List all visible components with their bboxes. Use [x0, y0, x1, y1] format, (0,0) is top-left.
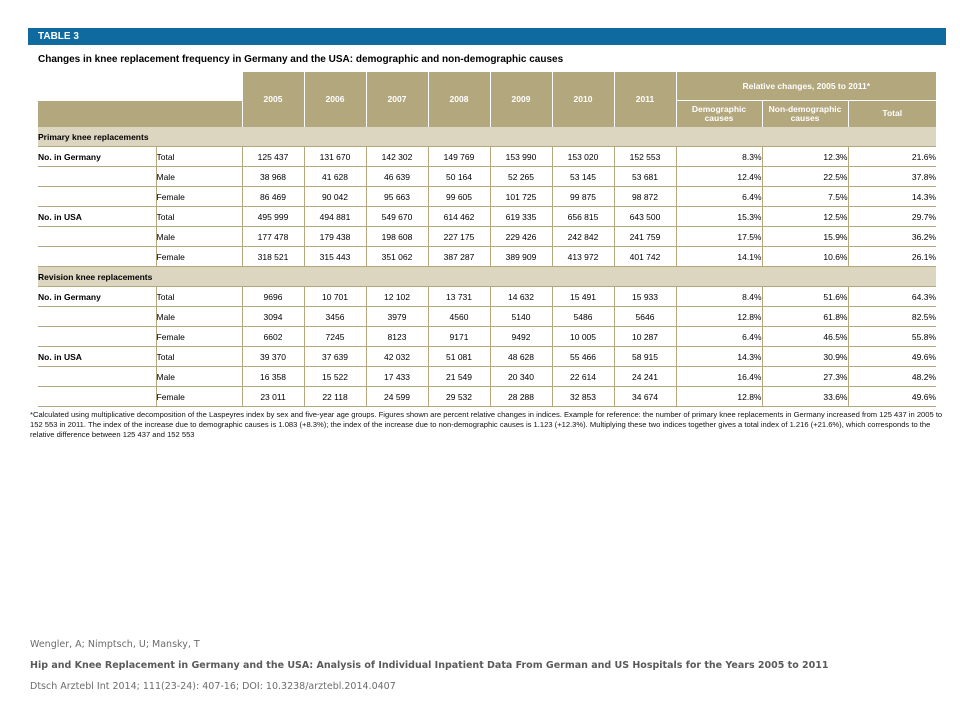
relative-change-cell: 6.4%: [676, 327, 762, 347]
relative-change-cell: 14.3%: [676, 347, 762, 367]
relative-change-cell: 15.3%: [676, 207, 762, 227]
value-cell: 37 639: [304, 347, 366, 367]
value-cell: 14 632: [490, 287, 552, 307]
table-row: [38, 347, 936, 367]
value-cell: 318 521: [242, 247, 304, 267]
value-cell: 5646: [614, 307, 676, 327]
table-row: [38, 207, 936, 227]
relative-change-cell: 48.2%: [848, 367, 936, 387]
group-label-cell: [38, 327, 156, 347]
table-row: [38, 247, 936, 267]
value-cell: 24 599: [366, 387, 428, 407]
value-cell: 98 872: [614, 187, 676, 207]
group-label-cell: No. in USA: [38, 347, 156, 367]
value-cell: 656 815: [552, 207, 614, 227]
value-cell: 3456: [304, 307, 366, 327]
relative-change-cell: 27.3%: [762, 367, 848, 387]
relative-change-cell: 49.6%: [848, 347, 936, 367]
value-cell: 3094: [242, 307, 304, 327]
value-cell: 32 853: [552, 387, 614, 407]
value-cell: 413 972: [552, 247, 614, 267]
relative-change-cell: 46.5%: [762, 327, 848, 347]
header-blank-cell: [156, 101, 242, 127]
value-cell: 58 915: [614, 347, 676, 367]
group-label-cell: [38, 367, 156, 387]
year-header: 2010: [552, 72, 614, 127]
table-row: [38, 187, 936, 207]
value-cell: 53 145: [552, 167, 614, 187]
value-cell: 41 628: [304, 167, 366, 187]
value-cell: 177 478: [242, 227, 304, 247]
value-cell: 153 990: [490, 147, 552, 167]
value-cell: 315 443: [304, 247, 366, 267]
relative-change-cell: 12.3%: [762, 147, 848, 167]
year-header: 2009: [490, 72, 552, 127]
relative-change-cell: 61.8%: [762, 307, 848, 327]
value-cell: 48 628: [490, 347, 552, 367]
value-cell: 227 175: [428, 227, 490, 247]
value-cell: 23 011: [242, 387, 304, 407]
value-cell: 229 426: [490, 227, 552, 247]
value-cell: 24 241: [614, 367, 676, 387]
value-cell: 5486: [552, 307, 614, 327]
data-table: [38, 72, 936, 407]
header-blank-cell: [38, 101, 156, 127]
header-blank-cell: [156, 72, 242, 101]
year-header: 2008: [428, 72, 490, 127]
value-cell: 28 288: [490, 387, 552, 407]
value-cell: 50 164: [428, 167, 490, 187]
table-row: [38, 367, 936, 387]
table-row: [38, 387, 936, 407]
value-cell: 16 358: [242, 367, 304, 387]
relative-change-cell: 15.9%: [762, 227, 848, 247]
value-cell: 7245: [304, 327, 366, 347]
value-cell: 22 118: [304, 387, 366, 407]
table-row: [38, 287, 936, 307]
subgroup-label: Total: [156, 287, 242, 307]
subgroup-label: Male: [156, 167, 242, 187]
value-cell: 4560: [428, 307, 490, 327]
value-cell: 17 433: [366, 367, 428, 387]
subgroup-label: Female: [156, 247, 242, 267]
section-row: [38, 267, 936, 287]
relative-change-cell: 12.8%: [676, 307, 762, 327]
value-cell: 387 287: [428, 247, 490, 267]
group-label-cell: [38, 247, 156, 267]
demographic-header: Demographic causes: [676, 101, 762, 127]
value-cell: 10 701: [304, 287, 366, 307]
value-cell: 20 340: [490, 367, 552, 387]
subgroup-label: Total: [156, 207, 242, 227]
relative-change-cell: 8.4%: [676, 287, 762, 307]
value-cell: 12 102: [366, 287, 428, 307]
subgroup-label: Total: [156, 347, 242, 367]
header-blank-cell: [38, 72, 156, 101]
value-cell: 401 742: [614, 247, 676, 267]
value-cell: 3979: [366, 307, 428, 327]
subgroup-label: Male: [156, 227, 242, 247]
year-header: 2006: [304, 72, 366, 127]
table-card: [28, 28, 946, 406]
table-body: [38, 127, 936, 407]
value-cell: 29 532: [428, 387, 490, 407]
value-cell: 86 469: [242, 187, 304, 207]
value-cell: 90 042: [304, 187, 366, 207]
group-label-cell: No. in USA: [38, 207, 156, 227]
subgroup-label: Female: [156, 327, 242, 347]
year-header: 2007: [366, 72, 428, 127]
relative-change-cell: 12.5%: [762, 207, 848, 227]
value-cell: 9696: [242, 287, 304, 307]
relative-change-cell: 14.1%: [676, 247, 762, 267]
citation: [30, 634, 930, 697]
relative-change-cell: 21.6%: [848, 147, 936, 167]
value-cell: 52 265: [490, 167, 552, 187]
group-label-cell: [38, 387, 156, 407]
relative-change-cell: 26.1%: [848, 247, 936, 267]
value-cell: 149 769: [428, 147, 490, 167]
subgroup-label: Male: [156, 307, 242, 327]
table-row: [38, 327, 936, 347]
value-cell: 8123: [366, 327, 428, 347]
relative-change-cell: 82.5%: [848, 307, 936, 327]
relative-change-cell: 16.4%: [676, 367, 762, 387]
relative-change-cell: 10.6%: [762, 247, 848, 267]
value-cell: 15 491: [552, 287, 614, 307]
value-cell: 614 462: [428, 207, 490, 227]
relative-change-cell: 8.3%: [676, 147, 762, 167]
relative-change-cell: 33.6%: [762, 387, 848, 407]
value-cell: 34 674: [614, 387, 676, 407]
value-cell: 53 681: [614, 167, 676, 187]
value-cell: 549 670: [366, 207, 428, 227]
table-row: [38, 167, 936, 187]
relative-change-cell: 14.3%: [848, 187, 936, 207]
value-cell: 21 549: [428, 367, 490, 387]
value-cell: 46 639: [366, 167, 428, 187]
relative-change-cell: 36.2%: [848, 227, 936, 247]
value-cell: 101 725: [490, 187, 552, 207]
relative-change-cell: 37.8%: [848, 167, 936, 187]
value-cell: 242 842: [552, 227, 614, 247]
value-cell: 9171: [428, 327, 490, 347]
value-cell: 22 614: [552, 367, 614, 387]
value-cell: 643 500: [614, 207, 676, 227]
value-cell: 38 968: [242, 167, 304, 187]
subgroup-label: Male: [156, 367, 242, 387]
group-label-cell: [38, 307, 156, 327]
value-cell: 95 663: [366, 187, 428, 207]
value-cell: 198 608: [366, 227, 428, 247]
total-header: Total: [848, 101, 936, 127]
value-cell: 55 466: [552, 347, 614, 367]
relative-change-cell: 17.5%: [676, 227, 762, 247]
header-row-top: [38, 72, 936, 101]
value-cell: 241 759: [614, 227, 676, 247]
relative-change-cell: 30.9%: [762, 347, 848, 367]
value-cell: 10 005: [552, 327, 614, 347]
relative-change-cell: 51.6%: [762, 287, 848, 307]
citation-source: Dtsch Arztebl Int 2014; 111(23-24): 407-16; DOI: 10.3238/arztebl.2014.0407: [30, 681, 396, 692]
table-row: [38, 307, 936, 327]
table-row: [38, 227, 936, 247]
value-cell: 153 020: [552, 147, 614, 167]
value-cell: 51 081: [428, 347, 490, 367]
value-cell: 131 670: [304, 147, 366, 167]
value-cell: 5140: [490, 307, 552, 327]
value-cell: 142 302: [366, 147, 428, 167]
table-title: Changes in knee replacement frequency in Germany and the USA: demographic and non-demographic causes: [38, 54, 564, 65]
relative-change-cell: 64.3%: [848, 287, 936, 307]
group-label-cell: [38, 167, 156, 187]
citation-authors: Wengler, A; Nimptsch, U; Mansky, T: [30, 639, 200, 650]
value-cell: 152 553: [614, 147, 676, 167]
value-cell: 39 370: [242, 347, 304, 367]
value-cell: 9492: [490, 327, 552, 347]
value-cell: 351 062: [366, 247, 428, 267]
value-cell: 389 909: [490, 247, 552, 267]
relative-change-cell: 7.5%: [762, 187, 848, 207]
citation-title: Hip and Knee Replacement in Germany and the USA: Analysis of Individual Inpatient Data From German and US Hospitals for the Years 2005 to 2011: [30, 660, 829, 671]
relative-changes-header: Relative changes, 2005 to 2011*: [676, 72, 936, 101]
table-footnote: *Calculated using multiplicative decomposition of the Laspeyres index by sex and five-year age groups. Figures shown are percent relative changes in indices. Example for reference: the number of primary knee replacements in Germany increased from 125 437 in 2005 to 152 553 in 2011. The index of the increase due to demographic causes is 1.083 (+8.3%); the index of the increase due to non-demographic causes is 1.123 (+12.3%). Multiplying these two indices together gives a total index of 1.216 (+21.6%), which corresponds to the relative difference between 125 437 and 152 553: [30, 410, 943, 439]
subgroup-label: Female: [156, 187, 242, 207]
relative-change-cell: 6.4%: [676, 187, 762, 207]
value-cell: 10 287: [614, 327, 676, 347]
relative-change-cell: 49.6%: [848, 387, 936, 407]
year-header: 2011: [614, 72, 676, 127]
value-cell: 179 438: [304, 227, 366, 247]
value-cell: 13 731: [428, 287, 490, 307]
relative-change-cell: 22.5%: [762, 167, 848, 187]
value-cell: 495 999: [242, 207, 304, 227]
section-row: [38, 127, 936, 147]
value-cell: 42 032: [366, 347, 428, 367]
group-label-cell: [38, 187, 156, 207]
subgroup-label: Female: [156, 387, 242, 407]
value-cell: 15 522: [304, 367, 366, 387]
table-row: [38, 147, 936, 167]
value-cell: 619 335: [490, 207, 552, 227]
relative-change-cell: 12.8%: [676, 387, 762, 407]
subgroup-label: Total: [156, 147, 242, 167]
value-cell: 494 881: [304, 207, 366, 227]
value-cell: 15 933: [614, 287, 676, 307]
value-cell: 99 605: [428, 187, 490, 207]
group-label-cell: No. in Germany: [38, 147, 156, 167]
non-demographic-header: Non-demographic causes: [762, 101, 848, 127]
section-label: Revision knee replacements: [38, 267, 936, 287]
value-cell: 99 875: [552, 187, 614, 207]
relative-change-cell: 12.4%: [676, 167, 762, 187]
relative-change-cell: 29.7%: [848, 207, 936, 227]
year-header: 2005: [242, 72, 304, 127]
group-label-cell: No. in Germany: [38, 287, 156, 307]
table-label-bar: TABLE 3: [28, 28, 946, 45]
section-label: Primary knee replacements: [38, 127, 936, 147]
value-cell: 125 437: [242, 147, 304, 167]
relative-change-cell: 55.8%: [848, 327, 936, 347]
value-cell: 6602: [242, 327, 304, 347]
group-label-cell: [38, 227, 156, 247]
